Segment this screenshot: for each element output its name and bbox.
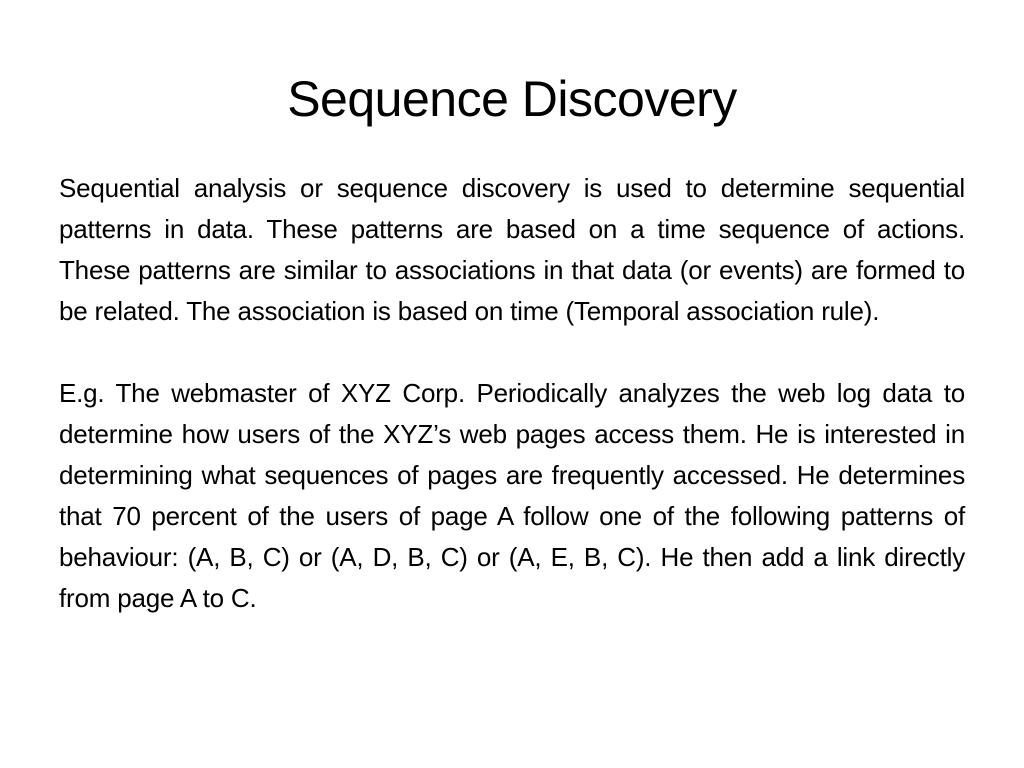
slide-title: Sequence Discovery — [287, 71, 737, 127]
definition-paragraph: Sequential analysis or sequence discovery is used to determine sequential patterns in data. These patterns are based on a time sequence of actions. These patterns are similar to associations in that data (or events) are formed to be related. The association is based on time (Temporal association rule). — [59, 173, 965, 326]
slide-body — [59, 168, 965, 619]
example-paragraph: E.g. The webmaster of XYZ Corp. Periodically analyzes the web log data to determine how users of the XYZ’s web pages access them. He is interested in determining what sequences of pages are frequently accessed. He determines that 70 percent of the users of page A follow one of the following patterns of behaviour: (A, B, C) or (A, D, B, C) or (A, E, B, C). He then add a link directly from page A to C. — [59, 378, 965, 613]
